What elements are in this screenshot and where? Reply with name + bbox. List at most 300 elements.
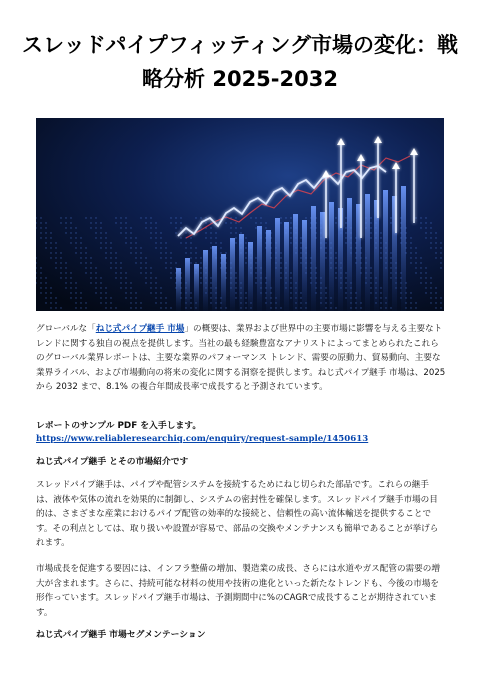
bg-dot [280,262,281,263]
bg-dot [95,282,96,283]
bg-dot [70,287,71,288]
bg-dot [150,237,151,238]
bg-dot [300,247,301,248]
bg-dot [55,302,56,303]
bg-dot [280,222,281,223]
bg-dot [190,257,191,258]
bg-column [221,254,226,311]
bg-dot [335,262,336,263]
bg-dot [440,307,441,308]
bg-dot [170,262,171,263]
bg-dot [115,222,116,223]
market-link[interactable]: ねじ式パイプ継手 市場 [95,324,185,334]
bg-dot [325,297,326,298]
bg-dot [120,227,121,228]
bg-dot [425,222,426,223]
bg-dot [50,247,51,248]
bg-column [311,206,316,311]
bg-dot [415,262,416,263]
bg-dot [55,242,56,243]
bg-dot [435,242,436,243]
bg-dot [80,292,81,293]
bg-dot [410,297,411,298]
bg-dot [60,272,61,273]
bg-dot [175,222,176,223]
bg-dot [390,277,391,278]
bg-dot [110,297,111,298]
bg-dot [235,232,236,233]
bg-dot [50,252,51,253]
bg-dot [380,252,381,253]
bg-dot [380,302,381,303]
bg-dot [200,267,201,268]
bg-dot [80,242,81,243]
bg-dot [210,232,211,233]
bg-dot [170,257,171,258]
bg-dot [155,227,156,228]
bg-dot [50,292,51,293]
bg-dot [65,277,66,278]
bg-dot [415,252,416,253]
bg-dot [380,287,381,288]
bg-dot [125,227,126,228]
bg-dot [230,232,231,233]
bg-dot [125,242,126,243]
bg-dot [235,222,236,223]
bg-dot [415,257,416,258]
bg-dot [325,257,326,258]
bg-dot [105,247,106,248]
bg-dot [125,217,126,218]
bg-dot [335,267,336,268]
hero-image [36,118,444,311]
bg-dot [235,227,236,228]
bg-dot [255,262,256,263]
title-line-1: スレッドパイプフィッティング市場の変化：戦 [22,33,458,57]
bg-dot [105,257,106,258]
bg-dot [75,227,76,228]
bg-dot [55,252,56,253]
bg-dot [265,222,266,223]
bg-dot [335,222,336,223]
bg-dot [175,262,176,263]
bg-dot [125,282,126,283]
bg-dot [100,282,101,283]
bg-dot [95,272,96,273]
bg-dot [255,267,256,268]
bg-dot [410,257,411,258]
bg-dot [165,297,166,298]
bg-dot [100,297,101,298]
bg-dot [165,257,166,258]
bg-dot [200,217,201,218]
bg-dot [125,232,126,233]
bg-dot [105,302,106,303]
bg-dot [345,242,346,243]
bg-dot [40,292,41,293]
bg-dot [200,257,201,258]
bg-dot [430,297,431,298]
bg-dot [415,307,416,308]
bg-dot [430,232,431,233]
bg-dot [200,277,201,278]
bg-dot [130,282,131,283]
bg-dot [165,247,166,248]
bg-dot [165,267,166,268]
bg-dot [415,247,416,248]
bg-dot [425,237,426,238]
bg-dot [75,242,76,243]
bg-dot [70,272,71,273]
bg-dot [80,307,81,308]
bg-dot [110,247,111,248]
bg-dot [75,292,76,293]
bg-dot [110,267,111,268]
bg-dot [50,257,51,258]
bg-dot [440,247,441,248]
bg-dot [160,232,161,233]
bg-dot [100,292,101,293]
bg-dot [435,307,436,308]
bg-dot [165,242,166,243]
bg-dot [125,222,126,223]
bg-dot [70,297,71,298]
bg-dot [105,297,106,298]
bg-dot [120,287,121,288]
bg-dot [190,297,191,298]
bg-dot [180,237,181,238]
bg-dot [180,217,181,218]
bg-dot [115,307,116,308]
bg-dot [180,227,181,228]
bg-dot [55,267,56,268]
bg-dot [115,217,116,218]
bg-dot [45,232,46,233]
bg-dot [245,257,246,258]
bg-dot [150,227,151,228]
bg-dot [230,222,231,223]
bg-dot [105,292,106,293]
bg-dot [325,287,326,288]
bg-dot [415,217,416,218]
bg-dot [210,282,211,283]
bg-dot [300,297,301,298]
bg-dot [260,222,261,223]
bg-dot [370,282,371,283]
bg-dot [85,307,86,308]
bg-dot [215,242,216,243]
bg-dot [205,217,206,218]
bg-dot [210,242,211,243]
bg-dot [345,282,346,283]
bg-dot [435,257,436,258]
bg-dot [325,292,326,293]
bg-dot [130,307,131,308]
bg-dot [130,302,131,303]
bg-dot [300,292,301,293]
bg-dot [110,262,111,263]
bg-dot [70,222,71,223]
bg-dot [195,247,196,248]
bg-dot [420,282,421,283]
sample-request [36,420,446,445]
bg-dot [105,232,106,233]
bg-dot [390,272,391,273]
bg-dot [45,242,46,243]
bg-dot [425,287,426,288]
bg-dot [435,292,436,293]
bg-dot [190,252,191,253]
bg-dot [345,237,346,238]
bg-dot [45,277,46,278]
bg-dot [235,217,236,218]
bg-dot [290,222,291,223]
bg-dot [415,302,416,303]
bg-dot [80,297,81,298]
bg-dot [150,217,151,218]
bg-dot [140,252,141,253]
bg-dot [425,267,426,268]
bg-dot [95,227,96,228]
bg-dot [40,222,41,223]
bg-dot [150,287,151,288]
bg-dot [70,232,71,233]
bg-dot [290,277,291,278]
bg-dot [95,287,96,288]
bg-dot [135,252,136,253]
bg-dot [335,277,336,278]
bg-dot [335,257,336,258]
bg-dot [65,217,66,218]
bg-dot [425,292,426,293]
bg-dot [120,222,121,223]
bg-dot [65,232,66,233]
bg-dot [205,232,206,233]
bg-dot [155,222,156,223]
title-line-2: 略分析 2025-2032 [142,67,338,91]
bg-dot [75,252,76,253]
bg-dot [410,252,411,253]
bg-dot [205,222,206,223]
bg-dot [140,262,141,263]
bg-dot [120,262,121,263]
bg-dot [235,297,236,298]
bg-dot [155,287,156,288]
bg-dot [345,277,346,278]
bg-dot [135,262,136,263]
bg-dot [50,237,51,238]
bg-dot [430,242,431,243]
bg-column [365,194,370,311]
section-heading-intro: ねじ式パイプ継手 とその市場紹介です [36,457,189,467]
bg-dot [170,267,171,268]
bg-dot [60,252,61,253]
bg-dot [255,277,256,278]
bg-dot [80,252,81,253]
bg-dot [55,307,56,308]
bg-dot [145,267,146,268]
bg-dot [210,287,211,288]
bg-dot [440,252,441,253]
bg-dot [300,242,301,243]
bg-dot [65,287,66,288]
bg-dot [185,252,186,253]
bg-dot [85,217,86,218]
bg-dot [85,302,86,303]
bg-dot [145,272,146,273]
bg-dot [100,302,101,303]
bg-dot [130,247,131,248]
bg-dot [145,222,146,223]
bg-dot [60,257,61,258]
bg-dot [75,232,76,233]
bg-dot [300,307,301,308]
bg-dot [380,237,381,238]
bg-dot [370,232,371,233]
bg-dot [200,272,201,273]
bg-dot [440,242,441,243]
bg-dot [80,257,81,258]
bg-dot [75,302,76,303]
bg-dot [430,247,431,248]
bg-dot [115,252,116,253]
growth-chart-illustration [36,118,444,311]
bg-dot [70,242,71,243]
bg-dot [390,222,391,223]
bg-dot [435,247,436,248]
bg-dot [40,267,41,268]
bg-dot [300,252,301,253]
bg-dot [100,287,101,288]
bg-dot [290,227,291,228]
bg-dot [300,257,301,258]
bg-dot [130,242,131,243]
bg-dot [75,287,76,288]
bg-dot [160,287,161,288]
bg-dot [185,247,186,248]
bg-dot [170,252,171,253]
bg-dot [245,247,246,248]
bg-dot [130,237,131,238]
bg-dot [255,222,256,223]
bg-dot [410,307,411,308]
bg-dot [55,257,56,258]
bg-dot [160,307,161,308]
bg-dot [135,247,136,248]
bg-dot [45,287,46,288]
bg-dot [155,297,156,298]
bg-column [203,250,208,311]
bg-dot [145,277,146,278]
bg-dot [430,302,431,303]
bg-dot [425,217,426,218]
bg-dot [130,287,131,288]
bg-dot [190,262,191,263]
bg-dot [435,287,436,288]
bg-dot [45,227,46,228]
bg-dot [80,262,81,263]
sample-url-link[interactable]: https://www.reliableresearchiq.com/enquiry/request-sample/1450613 [36,433,369,444]
bg-dot [235,277,236,278]
bg-dot [410,247,411,248]
bg-dot [210,297,211,298]
bg-dot [90,217,91,218]
bg-dot [235,272,236,273]
bg-dot [280,217,281,218]
bg-dot [370,292,371,293]
bg-dot [135,242,136,243]
bg-dot [180,222,181,223]
bg-dot [380,297,381,298]
bg-dot [255,217,256,218]
bg-dot [300,237,301,238]
bg-dot [240,232,241,233]
bg-dot [120,217,121,218]
bg-dot [435,237,436,238]
bg-dot [440,262,441,263]
bg-dot [115,277,116,278]
bg-dot [280,277,281,278]
intro-lead: グローバルな「 [36,324,96,334]
bg-dot [200,227,201,228]
bg-dot [80,247,81,248]
bg-dot [430,287,431,288]
bg-column [347,198,352,311]
bg-dot [325,252,326,253]
bg-dot [190,302,191,303]
bg-dot [160,252,161,253]
bg-dot [90,272,91,273]
bg-dot [245,302,246,303]
bg-dot [420,267,421,268]
bg-dot [175,227,176,228]
bg-column [230,238,235,311]
bg-dot [255,227,256,228]
bg-dot [135,307,136,308]
bg-dot [75,237,76,238]
bg-dot [45,222,46,223]
bg-dot [420,257,421,258]
bg-dot [60,222,61,223]
bg-dot [90,222,91,223]
bg-dot [40,227,41,228]
bg-dot [380,307,381,308]
bg-dot [120,267,121,268]
bg-dot [95,222,96,223]
bg-dot [210,277,211,278]
bg-dot [415,267,416,268]
bg-dot [180,242,181,243]
bg-dot [75,282,76,283]
bg-dot [345,217,346,218]
bg-dot [430,227,431,228]
bg-dot [130,252,131,253]
bg-dot [230,227,231,228]
bg-dot [85,267,86,268]
bg-dot [130,292,131,293]
bg-dot [370,227,371,228]
bg-dot [145,217,146,218]
bg-dot [420,227,421,228]
bg-dot [65,262,66,263]
bg-dot [160,242,161,243]
bg-dot [145,282,146,283]
bg-dot [100,227,101,228]
bg-column [257,226,262,311]
bg-dot [290,232,291,233]
bg-dot [165,307,166,308]
bg-dot [190,237,191,238]
